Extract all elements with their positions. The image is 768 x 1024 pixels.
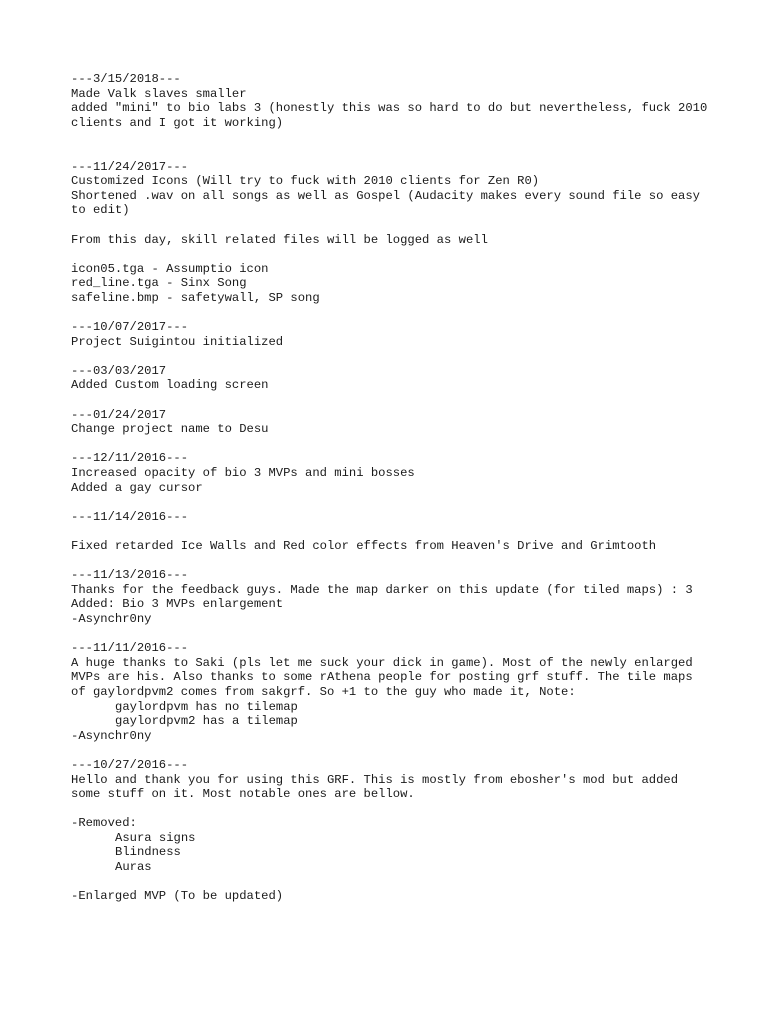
blank-line — [71, 349, 711, 364]
text-line: ---3/15/2018--- — [71, 72, 181, 86]
indented-line: gaylordpvm2 has a tilemap — [115, 714, 298, 729]
text-line: Project Suigintou initialized — [71, 334, 284, 349]
text-line: A huge thanks to Saki (pls let me suck your dick in game). Most of the newly enlarged MVPs are his. Also thanks to some rAthena people for posting grf stuff. The tile maps of gaylordpvm2 comes from sakgrf. So +1 to the guy who made it, Note: — [71, 655, 700, 699]
text-line: Added: Bio 3 MVPs enlargement — [71, 597, 284, 612]
text-line: From this day, skill related files will be logged as well — [71, 232, 488, 247]
indented-line: Asura signs — [115, 830, 196, 845]
text-line: -Asynchr0ny — [71, 728, 152, 743]
blank-line — [71, 802, 711, 817]
blank-line — [71, 247, 711, 262]
blank-line — [71, 627, 711, 642]
blank-line — [71, 145, 711, 160]
text-line: ---11/13/2016--- — [71, 568, 189, 583]
text-line: Shortened .wav on all songs as well as Gospel (Audacity makes every sound file so easy to edit) — [71, 188, 708, 218]
text-line: ---10/27/2016--- — [71, 757, 189, 772]
text-line: ---03/03/2017 — [71, 363, 167, 378]
text-line: -Asynchr0ny — [71, 611, 152, 626]
text-line: -Enlarged MVP (To be updated) — [71, 889, 284, 904]
text-line: ---12/11/2016--- — [71, 451, 189, 466]
text-line: Made Valk slaves smaller — [71, 86, 247, 101]
blank-line — [71, 743, 711, 758]
text-line: icon05.tga - Assumptio icon — [71, 261, 269, 276]
text-line: ---11/11/2016--- — [71, 641, 189, 656]
indented-line: Auras — [115, 860, 152, 875]
blank-line — [71, 437, 711, 452]
document-page — [71, 72, 715, 904]
blank-line — [71, 393, 711, 408]
text-line: safeline.bmp - safetywall, SP song — [71, 290, 320, 305]
text-line: added "mini" to bio labs 3 (honestly this was so hard to do but nevertheless, fuck 2010 clients and I got it working) — [71, 101, 715, 130]
blank-line — [71, 130, 711, 145]
indented-line: gaylordpvm has no tilemap — [115, 699, 298, 714]
text-line: Increased opacity of bio 3 MVPs and mini bosses — [71, 466, 415, 481]
blank-line — [71, 554, 711, 569]
text-line: Added a gay cursor — [71, 480, 203, 495]
text-line: -Removed: — [71, 816, 137, 831]
blank-line — [71, 495, 711, 510]
text-line: Customized Icons (Will try to fuck with 2010 clients for Zen R0) — [71, 174, 540, 189]
text-line: ---01/24/2017 — [71, 407, 167, 422]
blank-line — [71, 218, 711, 233]
text-line: Change project name to Desu — [71, 422, 269, 437]
text-line: Fixed retarded Ice Walls and Red color effects from Heaven's Drive and Grimtooth — [71, 539, 657, 553]
text-line: red_line.tga - Sinx Song — [71, 276, 247, 291]
text-line: ---11/24/2017--- — [71, 159, 189, 174]
text-line: Thanks for the feedback guys. Made the map darker on this update (for tiled maps) : 3 — [71, 582, 693, 597]
text-line: ---10/07/2017--- — [71, 320, 189, 335]
blank-line — [71, 875, 711, 890]
text-line: Hello and thank you for using this GRF. This is mostly from ebosher's mod but added some stuff on it. Most notable ones are bellow. — [71, 772, 686, 802]
blank-line — [71, 306, 711, 321]
text-line: Added Custom loading screen — [71, 378, 269, 393]
text-line: ---11/14/2016--- — [71, 509, 189, 524]
blank-line — [71, 524, 711, 539]
indented-line: Blindness — [115, 845, 181, 860]
